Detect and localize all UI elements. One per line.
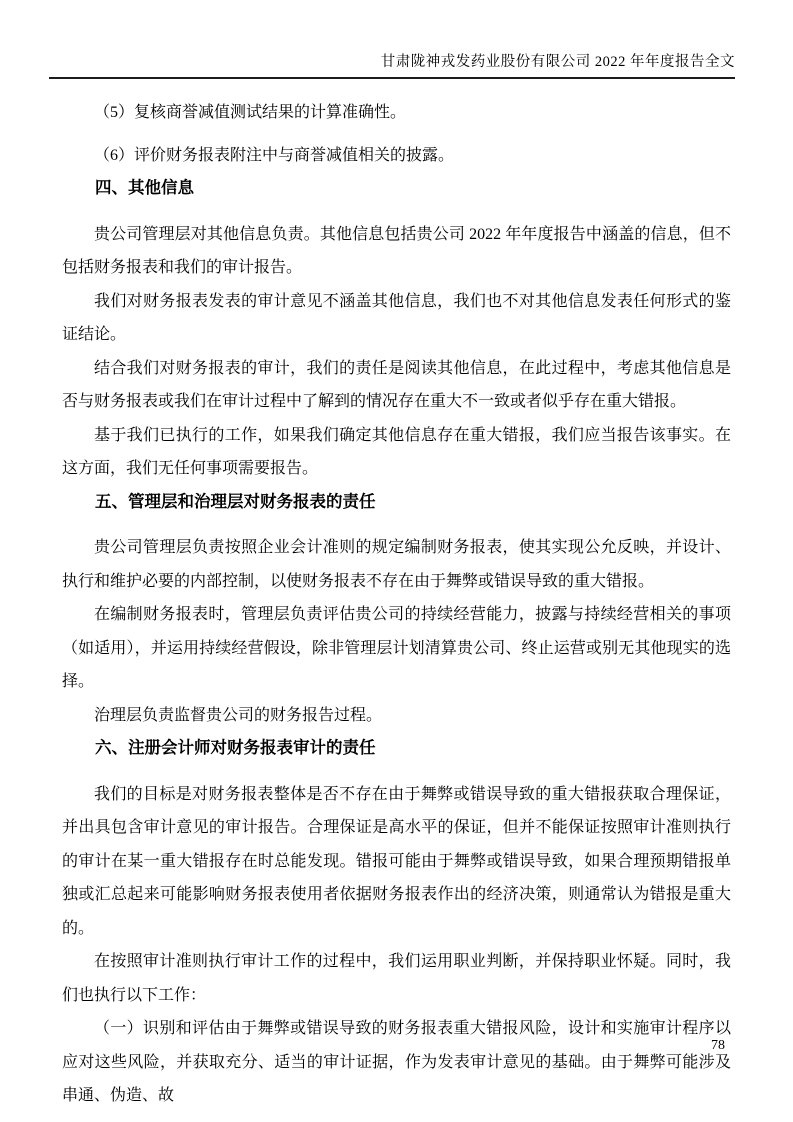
section-heading-management-responsibility: 五、管理层和治理层对财务报表的责任 [95, 492, 376, 511]
audit-procedure-item-5: （5）复核商誉减值测试结果的计算准确性。 [94, 104, 407, 121]
audit-procedure-item-6: （6）评价财务报表附注中与商誉减值相关的披露。 [94, 146, 455, 164]
section-heading-auditor-responsibility: 六、注册会计师对财务报表审计的责任 [95, 739, 376, 757]
body-paragraph: 我们的目标是对财务报表整体是否不存在由于舞弊或错误导致的重大错报获取合理保证，并出具包含审计意见的审计报告。合理保证是高水平的保证，但并不能保证按照审计准则执行的审计在某一重大错报存在时总能发现。错报可能由于舞弊或错误导致，如果合理预期错报单独或汇总起来可能影响财务报表使用者依据财务报表作出的经济决策，则通常认为错报是重大的。 [62, 785, 731, 937]
body-paragraph: 结合我们对财务报表的审计，我们的责任是阅读其他信息，在此过程中，考虑其他信息是否与财务报表或我们在审计过程中了解到的情况存在重大不一致或者似乎存在重大错报。 [62, 359, 731, 410]
body-paragraph: 治理层负责监督贵公司的财务报告过程。 [94, 706, 383, 724]
page-header-title: 甘肃陇神戎发药业股份有限公司 2022 年年度报告全文 [49, 53, 735, 79]
body-paragraph: 在按照审计准则执行审计工作的过程中，我们运用职业判断，并保持职业怀疑。同时，我们也执行以下工作： [62, 953, 731, 1004]
section-heading-other-information: 四、其他信息 [95, 179, 194, 197]
body-paragraph: 我们对财务报表发表的审计意见不涵盖其他信息，我们也不对其他信息发表任何形式的鉴证结论。 [62, 292, 731, 343]
body-paragraph: 贵公司管理层负责按照企业会计准则的规定编制财务报表，使其实现公允反映，并设计、执行和维护必要的内部控制，以使财务报表不存在由于舞弊或错误导致的重大错报。 [62, 539, 731, 590]
page-number: 78 [711, 1038, 725, 1053]
body-paragraph: （一）识别和评估由于舞弊或错误导致的财务报表重大错报风险，设计和实施审计程序以应对这些风险，并获取充分、适当的审计证据，作为发表审计意见的基础。由于舞弊可能涉及串通、伪造、故 [62, 1020, 731, 1104]
report-body [62, 96, 731, 1113]
body-paragraph: 在编制财务报表时，管理层负责评估贵公司的持续经营能力，披露与持续经营相关的事项（如适用），并运用持续经营假设，除非管理层计划清算贵公司、终止运营或别无其他现实的选择。 [62, 606, 731, 690]
body-paragraph: 贵公司管理层对其他信息负责。其他信息包括贵公司 2022 年年度报告中涵盖的信息，但不包括财务报表和我们的审计报告。 [62, 225, 731, 276]
body-paragraph: 基于我们已执行的工作，如果我们确定其他信息存在重大错报，我们应当报告该事实。在这方面，我们无任何事项需要报告。 [62, 426, 731, 477]
